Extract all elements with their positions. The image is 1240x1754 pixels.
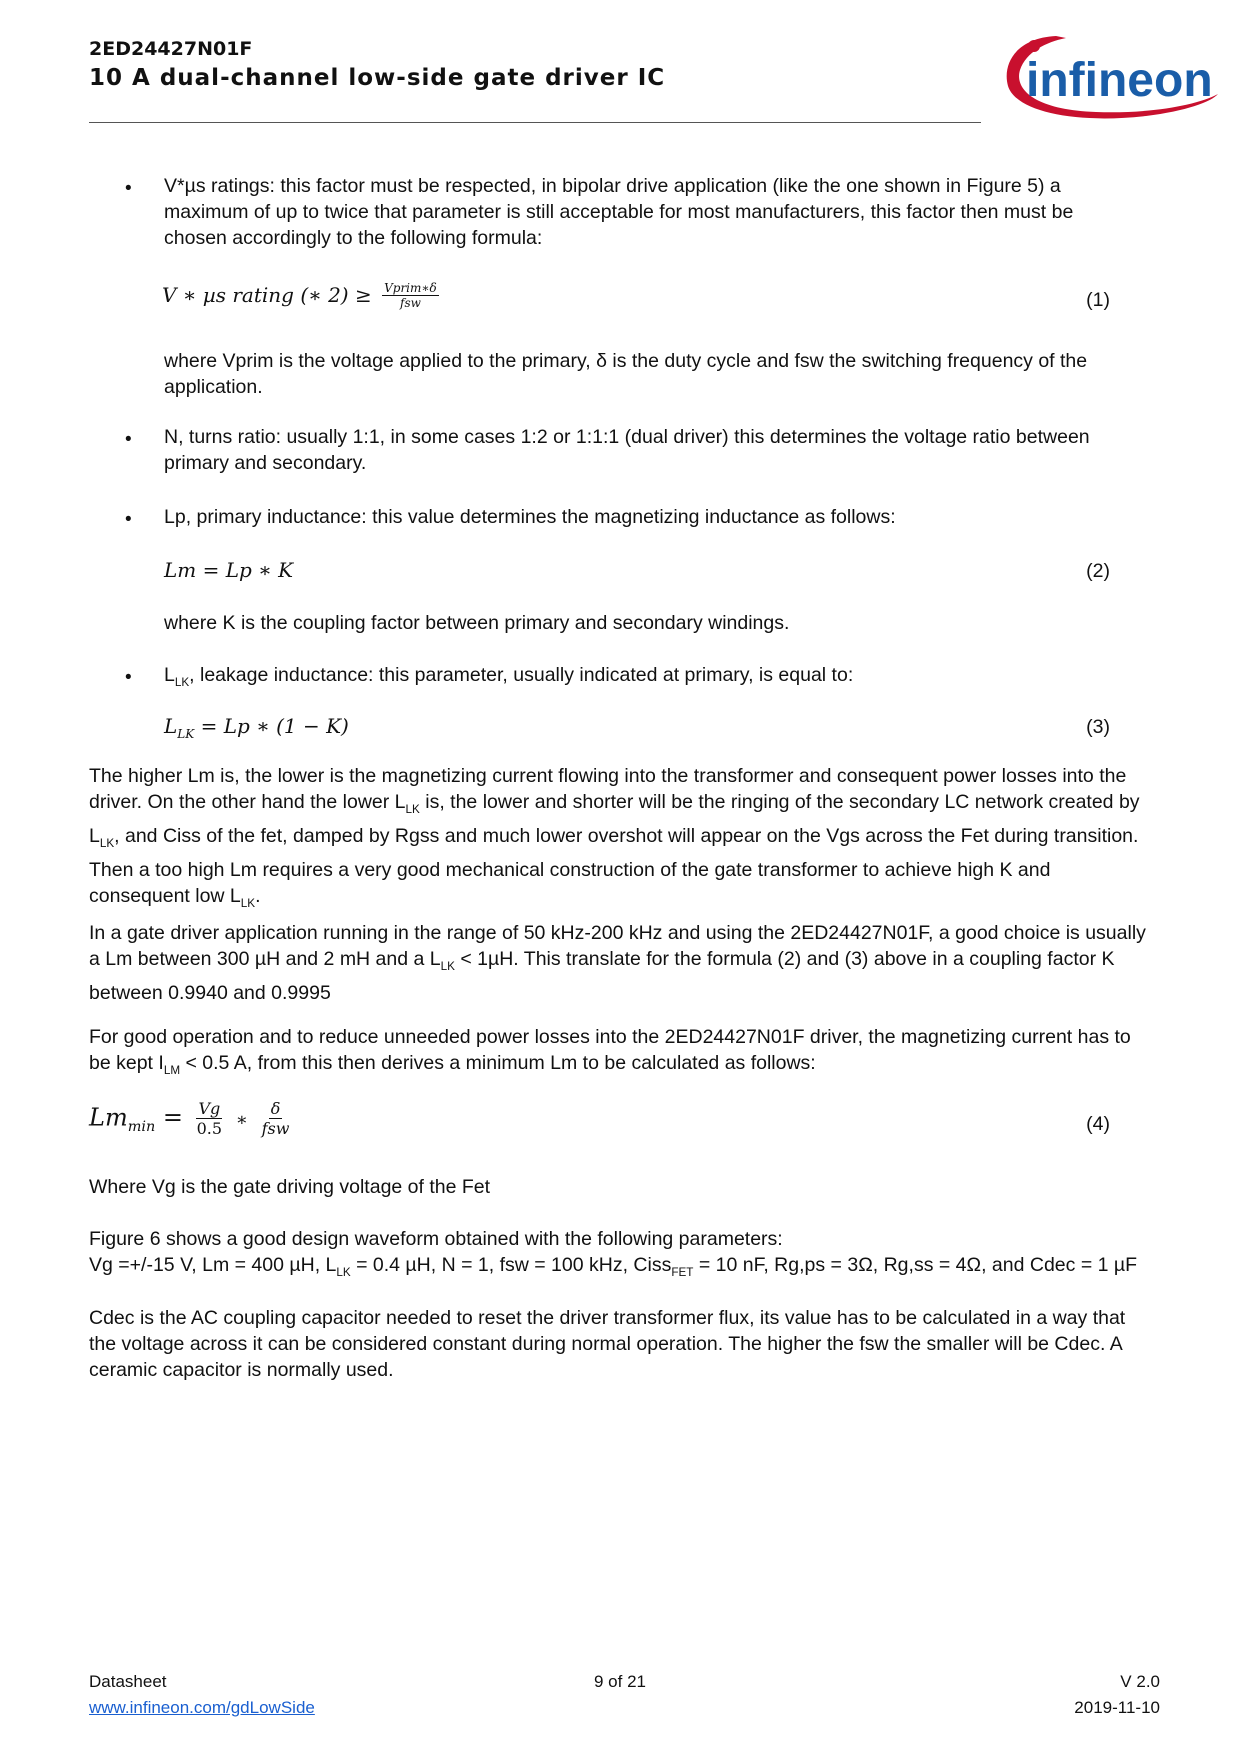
equation-3-number: (3) [1086, 716, 1110, 738]
bullet-vus-text: V*µs ratings: this factor must be respected, in bipolar drive application (like the one shown in Figure 5) a maximum of up to twice that parameter is still acceptable for most manufacturers, this factor then must be chosen accordingly to the following formula: [164, 175, 1074, 249]
logo-text: infineon [1026, 54, 1213, 107]
bullet-vus-explanation: where Vprim is the voltage applied to the primary, δ is the duty cycle and fsw the switching frequency of the application. [164, 350, 1088, 398]
bullet-marker: • [125, 667, 132, 688]
footer-page-number: 9 of 21 [594, 1672, 646, 1691]
footer-url-container [89, 1698, 315, 1718]
footer-url-link[interactable]: www.infineon.com/gdLowSide [89, 1698, 315, 1717]
equation-4: $Lm_{min}$ = $\frac{Vg}{0.5}$ ∗ $\frac{\delta}{\text{fsw}}$ [89, 1099, 290, 1138]
paragraph-figure6-parameters: Vg =+/-15 V, Lm = 400 µH, $L_{LK} = 0.4$ µH, N = 1, fsw = 100 kHz, Ciss$_{FET}$ = 10 nF, Rg,ps = 3Ω, Rg,ss = 4Ω, and Cdec = 1 µF [89, 1254, 1138, 1279]
paragraph-figure6-intro: Figure 6 shows a good design waveform obtained with the following parameters: [89, 1228, 783, 1250]
document-subtitle: 10 A dual-channel low-side gate driver IC [89, 65, 666, 91]
bullet-marker: • [125, 178, 132, 199]
bullet-llk-text: $L_{LK}$, leakage inductance: this parameter, usually indicated at primary, is equal to: [164, 664, 854, 689]
paragraph-magnetizing: The higher Lm is, the lower is the magnetizing current flowing into the transformer and consequent power losses into the driver. On the other hand the lower $L_{LK}$ is, the lower and shorter will be the ringing of the secondary LC network created by $L_{LK}$, and Ciss of the fet, damped by Rgss and much lower overshot will appear on the Vgs across the Fet during transition. Then a too high Lm requires a very good mechanical construction of the gate transformer to achieve high K and consequent low $L_{LK}$. [89, 765, 1140, 910]
bullet-turns-text: N, turns ratio: usually 1:1, in some cases 1:2 or 1:1:1 (dual driver) this determines the voltage ratio between primary and secondary. [164, 426, 1090, 474]
equation-2: Lm = Lp ∗ K [164, 558, 294, 582]
paragraph-vg-definition: Where Vg is the gate driving voltage of the Fet [89, 1176, 491, 1198]
equation-3: $L_{LK} = Lp$ ∗ (1 − K) [164, 714, 349, 741]
footer-doc-type: Datasheet [89, 1672, 167, 1691]
document-part-number: 2ED24427N01F [89, 38, 253, 60]
bullet-lp-explanation: where K is the coupling factor between primary and secondary windings. [164, 612, 790, 634]
bullet-marker: • [125, 429, 132, 450]
bullet-lp-text: Lp, primary inductance: this value determines the magnetizing inductance as follows: [164, 506, 896, 528]
paragraph-cdec: Cdec is the AC coupling capacitor needed to reset the driver transformer flux, its value has to be calculated in a way that the voltage across it can be considered constant during normal operation. The higher the fsw the smaller will be Cdec. A ceramic capacitor is normally used. [89, 1307, 1126, 1381]
equation-2-number: (2) [1086, 560, 1110, 582]
header-divider [89, 122, 981, 123]
equation-4-number: (4) [1086, 1113, 1110, 1135]
equation-1-number: (1) [1086, 289, 1110, 311]
infineon-logo [996, 24, 1222, 124]
equation-1: V ∗ µs rating (∗ 2) ≥ $\frac{\text{Vprim∗δ}}{\text{fsw}}$ [162, 281, 437, 311]
paragraph-design-range: In a gate driver application running in the range of 50 kHz-200 kHz and using the 2ED24427N01F, a good choice is usually a Lm between 300 µH and 2 mH and a $L_{LK} < 1\mu H$. This translate for the formula (2) and (3) above in a coupling factor K between 0.9940 and 0.9995 [89, 922, 1146, 1004]
paragraph-magnetizing-current: For good operation and to reduce unneeded power losses into the 2ED24427N01F driver, the magnetizing current has to be kept $I_{LM} < 0.5$ A, from this then derives a minimum Lm to be calculated as follows: [89, 1026, 1131, 1077]
footer-date: 2019-11-10 [1074, 1698, 1160, 1717]
footer-version: V 2.0 [1120, 1672, 1160, 1691]
bullet-marker: • [125, 509, 132, 530]
